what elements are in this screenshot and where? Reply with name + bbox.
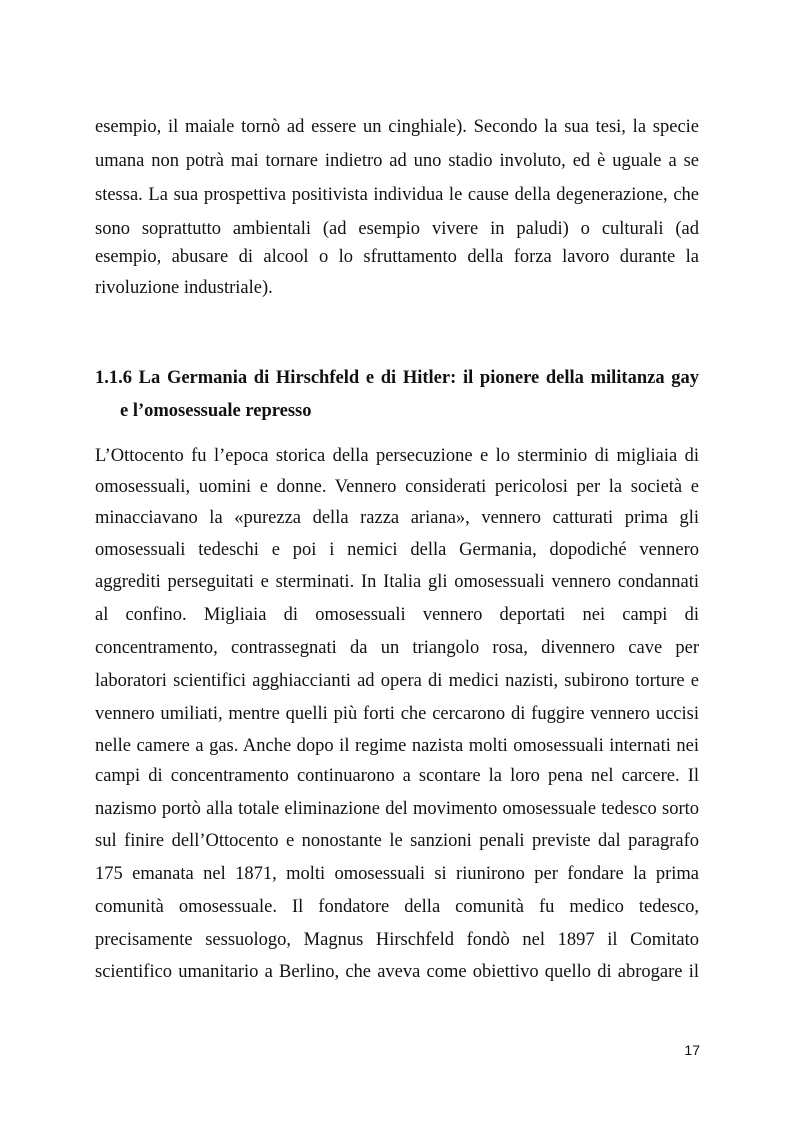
text-line: al confino. Migliaia di omosessuali vennero deportati nei campi di — [95, 605, 699, 625]
text-line: omosessuali tedeschi e poi i nemici della Germania, dopodiché vennero — [95, 540, 699, 560]
section-heading-line-1: 1.1.6 La Germania di Hirschfeld e di Hitler: il pionere della militanza gay — [95, 368, 699, 388]
text-line: rivoluzione industriale). — [95, 278, 273, 298]
text-line: vennero umiliati, mentre quelli più forti che cercarono di fuggire vennero uccisi — [95, 704, 699, 724]
text-line: omosessuali, uomini e donne. Vennero considerati pericolosi per la società e — [95, 477, 699, 497]
text-line: stessa. La sua prospettiva positivista individua le cause della degenerazione, che — [95, 185, 699, 205]
text-line: umana non potrà mai tornare indietro ad uno stadio involuto, ed è uguale a se — [95, 151, 699, 171]
text-line: nazismo portò alla totale eliminazione del movimento omosessuale tedesco sorto — [95, 799, 699, 819]
text-line: minacciavano la «purezza della razza ariana», vennero catturati prima gli — [95, 508, 699, 528]
text-line: 175 emanata nel 1871, molti omosessuali si riunirono per fondare la prima — [95, 864, 699, 884]
text-line: scientifico umanitario a Berlino, che aveva come obiettivo quello di abrogare il — [95, 962, 699, 982]
text-line: nelle camere a gas. Anche dopo il regime nazista molti omosessuali internati nei — [95, 736, 699, 756]
text-line: comunità omosessuale. Il fondatore della comunità fu medico tedesco, — [95, 897, 699, 917]
text-line: esempio, abusare di alcool o lo sfruttamento della forza lavoro durante la — [95, 247, 699, 267]
text-line: esempio, il maiale tornò ad essere un cinghiale). Secondo la sua tesi, la specie — [95, 117, 699, 137]
page-number: 17 — [684, 1042, 700, 1058]
text-line: campi di concentramento continuarono a scontare la loro pena nel carcere. Il — [95, 766, 699, 786]
text-line: concentramento, contrassegnati da un triangolo rosa, divennero cave per — [95, 638, 699, 658]
section-heading-line-2: e l’omosessuale represso — [120, 401, 312, 421]
text-line: sul finire dell’Ottocento e nonostante le sanzioni penali previste dal paragrafo — [95, 831, 699, 851]
text-line: sono soprattutto ambientali (ad esempio vivere in paludi) o culturali (ad — [95, 219, 699, 239]
text-line: precisamente sessuologo, Magnus Hirschfeld fondò nel 1897 il Comitato — [95, 930, 699, 950]
text-line: aggrediti perseguitati e sterminati. In Italia gli omosessuali vennero condannati — [95, 572, 699, 592]
text-line: L’Ottocento fu l’epoca storica della persecuzione e lo sterminio di migliaia di — [95, 446, 699, 466]
text-line: laboratori scientifici agghiaccianti ad opera di medici nazisti, subirono torture e — [95, 671, 699, 691]
